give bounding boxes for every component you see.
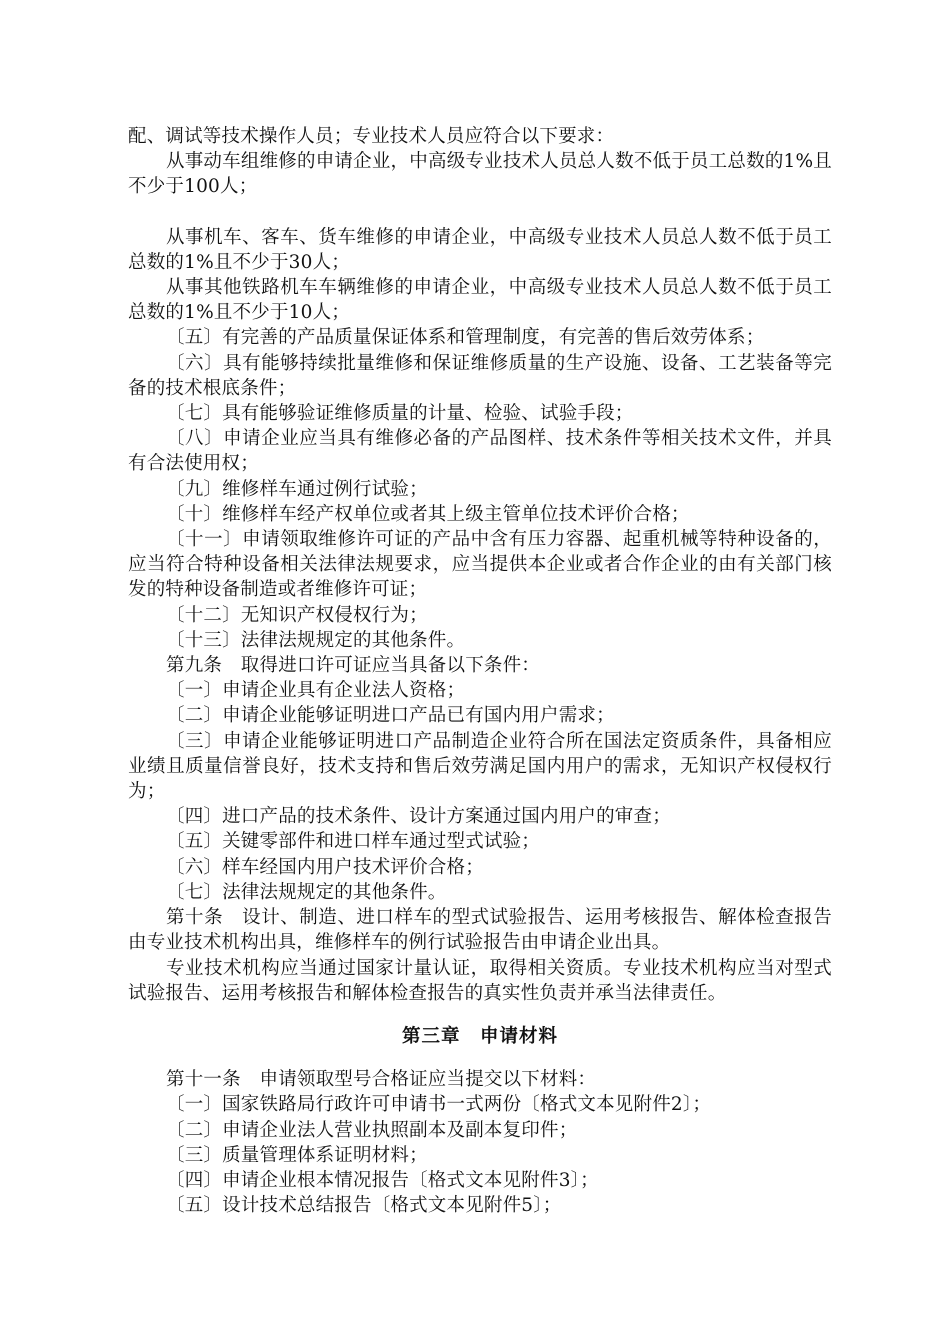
- paragraph: 第九条 取得进口许可证应当具备以下条件：: [166, 655, 541, 677]
- paragraph: 专业技术机构应当通过国家计量认证，取得相关资质。专业技术机构应当对型式试验报告、运用考核报告和解体检查报告的真实性负责并承当法律责任。: [128, 957, 832, 1004]
- paragraph: 〔四〕进口产品的技术条件、设计方案通过国内用户的审查；: [166, 806, 671, 828]
- paragraph: 〔十二〕无知识产权侵权行为；: [166, 604, 428, 626]
- paragraph-gap: [128, 200, 832, 225]
- paragraph: 〔二〕申请企业法人营业执照副本及副本复印件；: [166, 1119, 578, 1141]
- paragraph: 〔四〕申请企业根本情况报告〔格式文本见附件3〕；: [166, 1169, 599, 1191]
- chapter-title: 第三章 申请材料: [401, 1025, 558, 1047]
- paragraph: 〔七〕具有能够验证维修质量的计量、检验、试验手段；: [166, 403, 634, 425]
- paragraph-group-main: [128, 225, 832, 1006]
- paragraph: 第十条 设计、制造、进口样车的型式试验报告、运用考核报告、解体检查报告由专业技术机构出具，维修样车的例行试验报告由申请企业出具。: [128, 907, 832, 954]
- paragraph: 〔十三〕法律法规规定的其他条件。: [166, 629, 466, 651]
- paragraph: 〔十〕维修样车经产权单位或者其上级主管单位技术评价合格；: [166, 503, 690, 525]
- paragraph: 〔五〕关键零部件和进口样车通过型式试验；: [166, 831, 541, 853]
- paragraph: 〔二〕申请企业能够证明进口产品已有国内用户需求；: [166, 705, 615, 727]
- paragraph: 第十一条 申请领取型号合格证应当提交以下材料：: [166, 1069, 597, 1091]
- paragraph: 从事其他铁路机车车辆维修的申请企业，中高级专业技术人员总人数不低于员工总数的1%且不少于10人；: [128, 277, 832, 324]
- paragraph: 从事动车组维修的申请企业，中高级专业技术人员总人数不低于员工总数的1%且不少于100人；: [128, 151, 832, 198]
- paragraph: 〔三〕质量管理体系证明材料；: [166, 1144, 428, 1166]
- paragraph: 〔八〕申请企业应当具有维修必备的产品图样、技术条件等相关技术文件，并具有合法使用权；: [128, 428, 832, 475]
- paragraph: 〔五〕有完善的产品质量保证体系和管理制度，有完善的售后效劳体系；: [166, 327, 765, 349]
- paragraph-group-bottom: [128, 1067, 832, 1218]
- paragraph-group-top: [128, 124, 832, 200]
- paragraph: 从事机车、客车、货车维修的申请企业，中高级专业技术人员总人数不低于员工总数的1%且不少于30人；: [128, 226, 832, 273]
- paragraph: 〔十一〕申请领取维修许可证的产品中含有压力容器、起重机械等特种设备的，应当符合特种设备相关法律法规要求，应当提供本企业或者合作企业的由有关部门核发的特种设备制造或者维修许可证；: [128, 529, 832, 601]
- paragraph: 〔七〕法律法规规定的其他条件。: [166, 881, 447, 903]
- paragraph: 〔三〕申请企业能够证明进口产品制造企业符合所在国法定资质条件，具备相应业绩且质量信誉良好，技术支持和售后效劳满足国内用户的需求，无知识产权侵权行为；: [128, 730, 832, 803]
- paragraph: 〔六〕样车经国内用户技术评价合格；: [166, 856, 484, 878]
- paragraph: 〔一〕申请企业具有企业法人资格；: [166, 680, 466, 702]
- paragraph: 〔六〕具有能够持续批量维修和保证维修质量的生产设施、设备、工艺装备等完备的技术根底条件；: [128, 352, 832, 399]
- document-page: [128, 124, 832, 1218]
- paragraph: 〔五〕设计技术总结报告〔格式文本见附件5〕；: [166, 1195, 562, 1217]
- paragraph: 配、调试等技术操作人员；专业技术人员应符合以下要求：: [128, 126, 615, 147]
- paragraph: 〔九〕维修样车通过例行试验；: [166, 478, 428, 500]
- paragraph: 〔一〕国家铁路局行政许可申请书一式两份〔格式文本见附件2〕；: [166, 1094, 712, 1116]
